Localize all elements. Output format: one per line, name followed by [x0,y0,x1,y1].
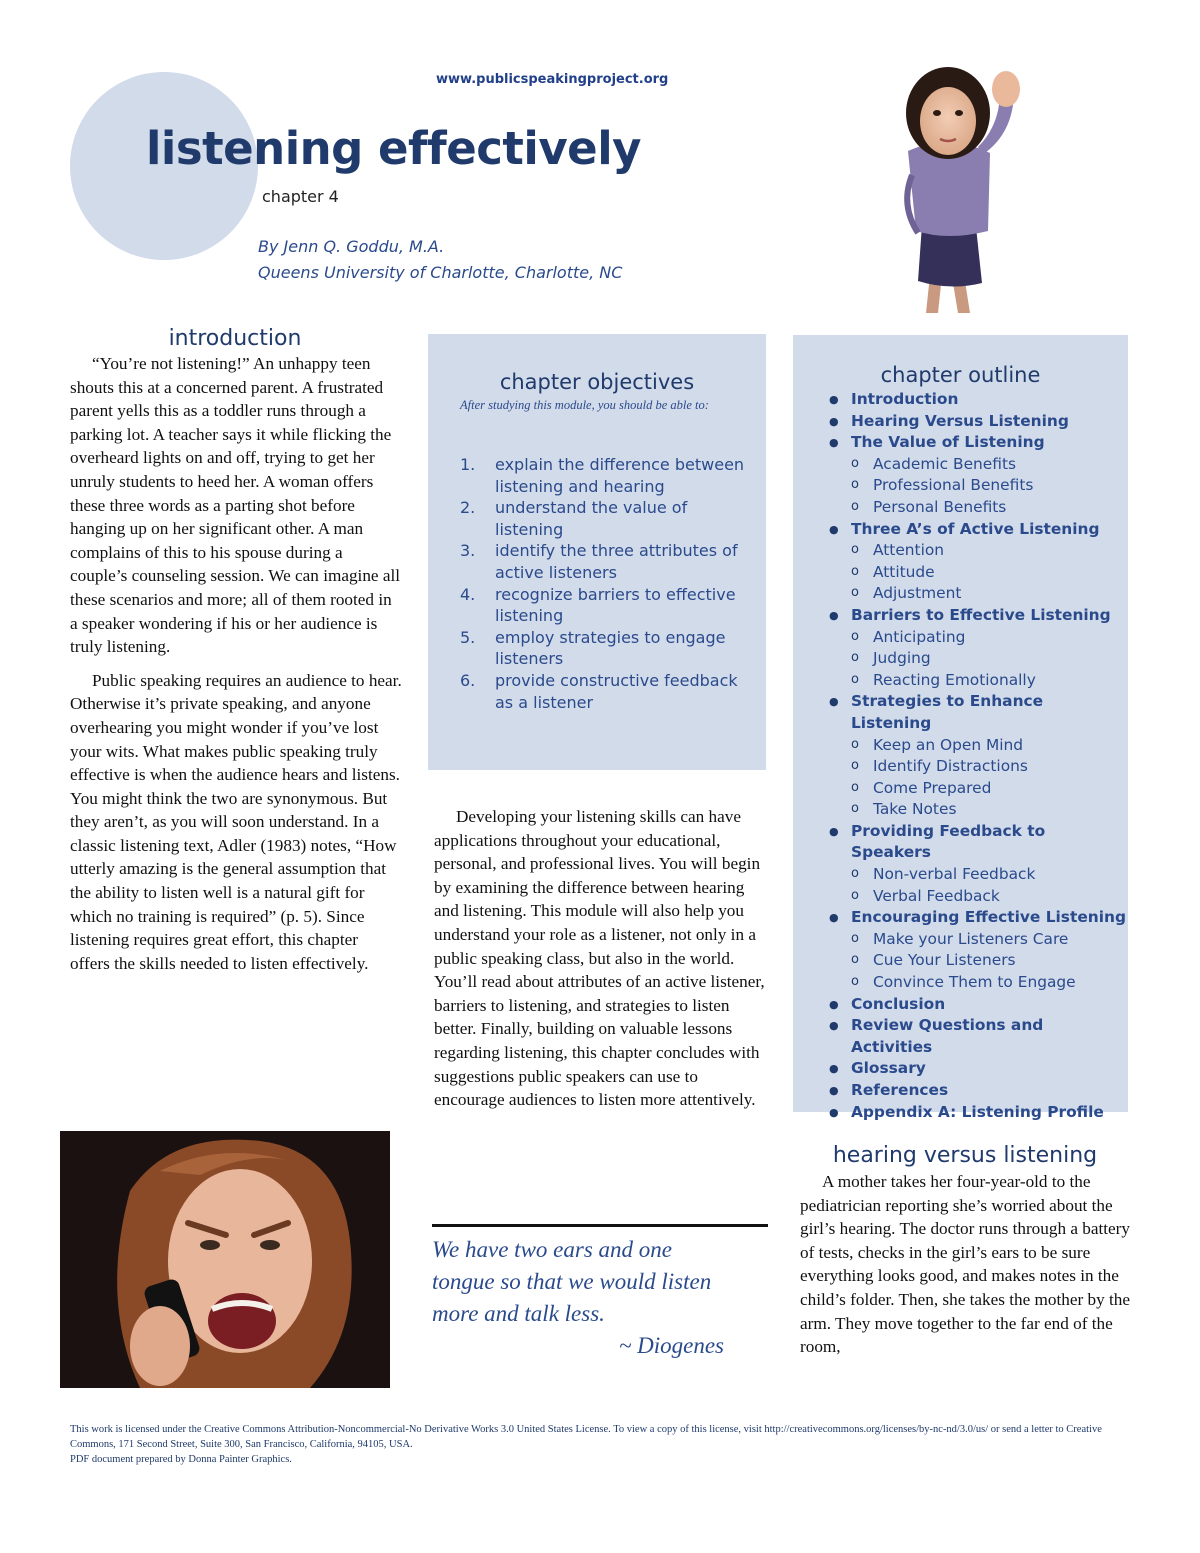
middle-paragraph: Developing your listening skills can have applications throughout your educational, personal, and professional lives. You will begin by examining the difference between hearing and listening. This module will also help you understand your role as a listener, not only in a public speaking class, but also in the world. You’ll read about attributes of an active listener, barriers to listening, and strategies to listen better. Finally, building on valuable lessons regarding listening, this chapter concludes with suggestions public speakers can use to encourage audiences to listen more attentively. [434,807,765,1110]
license-text: This work is licensed under the Creative Commons Attribution-Noncommercial-No Derivative Works 3.0 United States License. To view a copy of this license, visit http://creativecommons.org/licenses/by-nc-nd/3.0/us/ or send a letter to Creative Commons, 171 Second Street, Suite 300, San Francisco, California, 94105, USA. [70,1424,1102,1450]
list-item [460,540,750,583]
quote-text: We have two ears and one tongue so that we would listen more and talk less. [432,1237,712,1326]
hearing-heading: hearing versus listening [832,1143,1098,1168]
prepared-by: PDF document prepared by Donna Painter Graphics. [70,1454,292,1465]
outline-item: ● The Value of Listening [827,432,1127,454]
list-number: 2. [460,498,476,518]
outline-item: ● Three A’s of Active Listening [827,519,1127,541]
introduction-paragraph: Public speaking requires an audience to hear. Otherwise it’s private speaking, and anyone overhearing you might wonder if you’ve lost your wits. What makes public speaking truly effective is when the audience hears and listens. You might think the two are synonymous. But they aren’t, as you will soon understand. In a classic listening text, Adler (1983) notes, “How utterly amazing is the general assumption that the ability to listen well is a natural gift for which no training is required” (p. 5). Since listening requires great effort, this chapter offers the skills needed to listen effectively. [70,670,402,973]
outline-item: ● Glossary [827,1058,1127,1080]
list-item [460,670,750,713]
outline-item: ● Introduction [827,389,1127,411]
objectives-list [460,454,750,713]
outline-subitem: o Anticipating [827,627,1127,649]
list-item [460,454,750,497]
objective-text: recognize barriers to effective listening [495,584,736,626]
list-item [460,497,750,540]
outline-subitem: o Attitude [827,562,1127,584]
outline-item: ● Providing Feedback to Speakers [827,821,1127,864]
outline-item: ● Barriers to Effective Listening [827,605,1127,627]
outline-item: ● References [827,1080,1127,1102]
outline-item: ● Review Questions and Activities [827,1015,1127,1058]
outline-subitem: o Take Notes [827,799,1127,821]
introduction-paragraph: “You’re not listening!” An unhappy teen shouts this at a concerned parent. A frustrated parent yells this as a toddler runs through a parking lot. A teacher says it while flicking the overheard lights on and off, trying to get her unruly students to heed her. A woman offers these three words as a parting shot before hanging up on her significant other. A man complains of this to his spouse during a couple’s counseling session. We can imagine all these scenarios and more; all of them rooted in a speaker wondering if his or her audience is truly listening. [70,354,401,657]
outline-subitem: o Non-verbal Feedback [827,864,1127,886]
outline-subitem: o Keep an Open Mind [827,735,1127,757]
hearing-body [800,1170,1130,1369]
outline-subitem: o Cue Your Listeners [827,950,1127,972]
outline-subitem: o Identify Distractions [827,756,1127,778]
introduction-body [70,352,402,985]
listening-woman-photo [830,55,1070,315]
outline-subitem: o Adjustment [827,583,1127,605]
outline-subitem: o Convince Them to Engage [827,972,1127,994]
chapter-objectives-panel [428,334,766,770]
outline-item: ● Hearing Versus Listening [827,411,1127,433]
list-item [460,627,750,670]
quote-divider [432,1224,768,1227]
objective-text: provide constructive feedback as a listener [495,670,738,712]
pull-quote [432,1234,732,1362]
list-item [460,584,750,627]
objective-text: explain the difference between listening and hearing [495,455,745,496]
outline-subitem: o Attention [827,540,1127,562]
author-info [258,234,622,286]
objective-text: understand the value of listening [495,498,688,539]
outline-item: ● Appendix A: Listening Profile [827,1102,1127,1124]
outline-item: ● Encouraging Effective Listening [827,907,1127,929]
outline-subitem: o Academic Benefits [827,454,1127,476]
author-name: By Jenn Q. Goddu, M.A. [258,237,445,256]
outline-item: ● Strategies to Enhance Listening [827,691,1127,734]
outline-subitem: o Professional Benefits [827,475,1127,497]
list-number: 4. [460,584,476,604]
middle-body [434,805,766,1122]
list-number: 5. [460,627,476,647]
page-title: listening effectively [146,122,641,175]
objective-text: employ strategies to engage listeners [495,627,726,669]
outline-subitem: o Make your Listeners Care [827,929,1127,951]
list-number: 1. [460,455,476,474]
outline-heading: chapter outline [880,363,1041,387]
outline-subitem: o Verbal Feedback [827,886,1127,908]
outline-subitem: o Personal Benefits [827,497,1127,519]
objectives-intro: After studying this module, you should be able to: [460,398,709,412]
author-affiliation: Queens University of Charlotte, Charlotte, NC [258,263,623,282]
site-url-link[interactable]: www.publicspeakingproject.org [436,72,669,87]
outline-subitem: o Come Prepared [827,778,1127,800]
list-number: 6. [460,670,476,690]
list-number: 3. [460,541,476,561]
objectives-heading: chapter objectives [499,370,695,394]
chapter-outline-panel [793,335,1128,1121]
outline-subitem: o Reacting Emotionally [827,670,1127,692]
introduction-heading: introduction [168,326,302,351]
outline-item: ● Conclusion [827,994,1127,1016]
shouting-woman-photo [60,1131,390,1388]
quote-author: ~ Diogenes [618,1333,724,1358]
objective-text: identify the three attributes of active listeners [495,541,738,582]
outline-subitem: o Judging [827,648,1127,670]
license-footer [70,1422,1128,1467]
outline-list [827,389,1127,1123]
hearing-paragraph: A mother takes her four-year-old to the pediatrician reporting she’s worried about the girl’s hearing. The doctor runs through a battery of tests, checks in the girl’s ears to be sure everything looks good, and makes notes in the child’s folder. Then, she takes the mother by the arm. They move together to the far end of the room, [800,1172,1130,1357]
chapter-label: chapter 4 [262,187,339,206]
